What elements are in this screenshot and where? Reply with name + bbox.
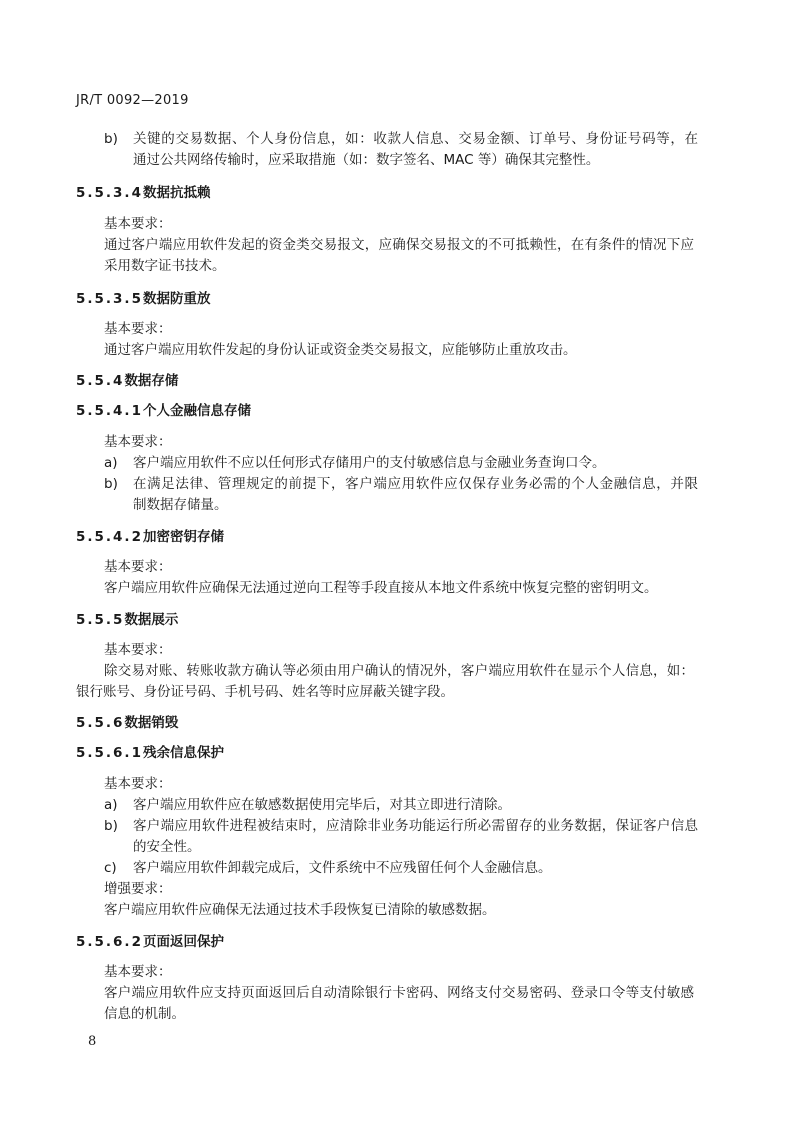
paragraph-line: 通过客户端应用软件发起的资金类交易报文，应确保交易报文的不可抵赖性，在有条件的情况下应 (104, 237, 694, 253)
section-title: 数据展示 (124, 612, 179, 628)
paragraph-line: 采用数字证书技术。 (104, 258, 226, 274)
section-title: 页面返回保护 (142, 934, 224, 950)
section-heading-5562 (76, 933, 224, 951)
paragraph-line: 客户端应用软件应确保无法通过技术手段恢复已清除的敏感数据。 (104, 902, 496, 918)
section-heading-554 (76, 372, 178, 390)
paragraph-line: 客户端应用软件应支持页面返回后自动清除银行卡密码、网络支付交易密码、登录口令等支付敏感 (104, 985, 694, 1001)
section-title: 加密密钥存储 (142, 529, 224, 545)
list-label-b: b) (104, 131, 118, 147)
section-title: 数据存储 (124, 373, 179, 389)
list-label-b: b) (104, 476, 118, 492)
section-title: 残余信息保护 (142, 745, 224, 761)
section-heading-5534 (76, 184, 210, 202)
list-item-a: 客户端应用软件应在敏感数据使用完毕后，对其立即进行清除。 (133, 797, 511, 813)
list-item-b-line1: 客户端应用软件进程被结束时，应清除非业务功能运行所必需留存的业务数据，保证客户信息 (133, 818, 698, 834)
basic-requirements-label: 基本要求： (104, 776, 172, 792)
enhanced-requirements-label: 增强要求： (104, 881, 172, 897)
paragraph-line: 通过客户端应用软件发起的身份认证或资金类交易报文，应能够防止重放攻击。 (104, 342, 577, 358)
section-heading-5542 (76, 528, 224, 546)
section-number: 5.5.4 (76, 373, 125, 389)
section-number: 5.5.6 (76, 715, 125, 731)
list-label-c: c) (104, 860, 117, 876)
section-heading-556 (76, 714, 178, 732)
list-item-a: 客户端应用软件不应以任何形式存储用户的支付敏感信息与金融业务查询口令。 (133, 455, 606, 471)
paragraph-line: 客户端应用软件应确保无法通过逆向工程等手段直接从本地文件系统中恢复完整的密钥明文。 (104, 580, 658, 596)
list-label-a: a) (104, 455, 118, 471)
section-number: 5.5.3.4 (76, 185, 143, 201)
section-heading-5541 (76, 402, 251, 420)
paragraph-line: 除交易对账、转账收款方确认等必须由用户确认的情况外，客户端应用软件在显示个人信息，如： (104, 663, 694, 679)
list-item-b-line1: 关键的交易数据、个人身份信息，如：收款人信息、交易金额、订单号、身份证号码等，在 (133, 131, 698, 147)
section-number: 5.5.3.5 (76, 291, 143, 307)
list-label-a: a) (104, 797, 118, 813)
basic-requirements-label: 基本要求： (104, 559, 172, 575)
list-item-b-line2: 制数据存储量。 (133, 497, 228, 513)
section-title: 数据防重放 (142, 291, 211, 307)
section-heading-5535 (76, 290, 210, 308)
section-heading-5561 (76, 744, 224, 762)
section-number: 5.5.6.2 (76, 934, 143, 950)
section-number: 5.5.6.1 (76, 745, 143, 761)
section-number: 5.5.4.2 (76, 529, 143, 545)
section-number: 5.5.5 (76, 612, 125, 628)
section-number: 5.5.4.1 (76, 403, 143, 419)
section-heading-555 (76, 611, 178, 629)
basic-requirements-label: 基本要求： (104, 321, 172, 337)
list-item-b-line2: 的安全性。 (133, 839, 201, 855)
paragraph-line: 银行账号、身份证号码、手机号码、姓名等时应屏蔽关键字段。 (76, 684, 454, 700)
basic-requirements-label: 基本要求： (104, 434, 172, 450)
document-code-header: JR/T 0092—2019 (76, 93, 189, 108)
section-title: 个人金融信息存储 (142, 403, 251, 419)
page-number: 8 (88, 1034, 97, 1049)
list-label-b: b) (104, 818, 118, 834)
list-item-b-line1: 在满足法律、管理规定的前提下，客户端应用软件应仅保存业务必需的个人金融信息，并限 (133, 476, 698, 492)
paragraph-line: 信息的机制。 (104, 1006, 185, 1022)
list-item-c: 客户端应用软件卸载完成后，文件系统中不应残留任何个人金融信息。 (133, 860, 552, 876)
basic-requirements-label: 基本要求： (104, 964, 172, 980)
basic-requirements-label: 基本要求： (104, 216, 172, 232)
section-title: 数据销毁 (124, 715, 179, 731)
list-item-b-line2: 通过公共网络传输时，应采取措施（如：数字签名、MAC 等）确保其完整性。 (133, 152, 600, 168)
section-title: 数据抗抵赖 (142, 185, 211, 201)
basic-requirements-label: 基本要求： (104, 642, 172, 658)
